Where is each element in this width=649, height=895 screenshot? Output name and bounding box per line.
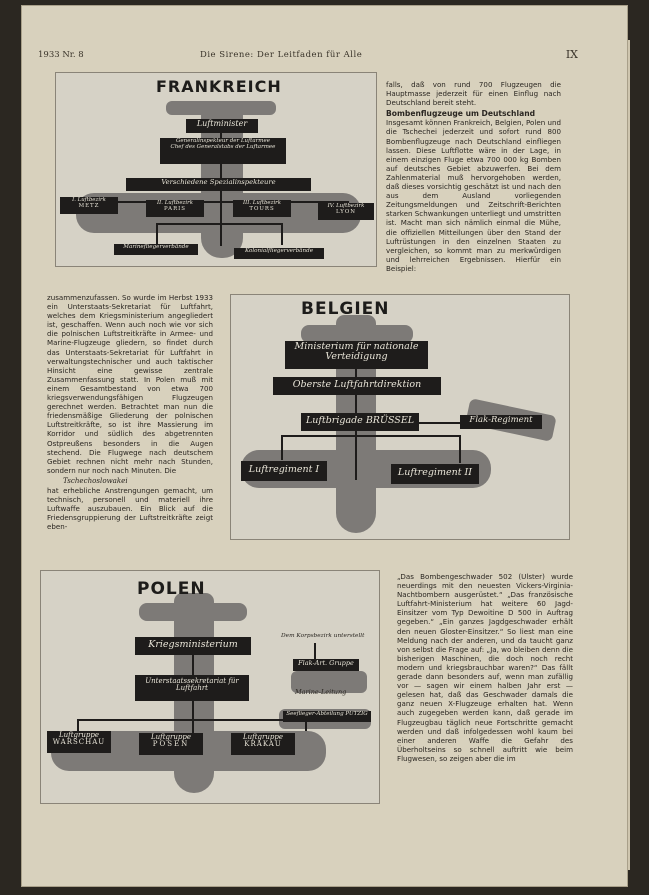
marineflieger-box: Marinefliegerverbände bbox=[114, 244, 198, 255]
section-heading: Tschechoslowakei bbox=[63, 475, 128, 485]
belgien-figure bbox=[230, 294, 570, 540]
text-column-mid-left bbox=[47, 293, 213, 531]
issue-number: 1933 Nr. 8 bbox=[38, 50, 84, 60]
text-column-bottom-right bbox=[397, 572, 573, 763]
bezirk-lyon-box bbox=[318, 203, 374, 220]
running-header bbox=[38, 48, 578, 66]
publication-title: Die Sirene: Der Leitfaden für Alle bbox=[200, 50, 363, 60]
connector bbox=[281, 435, 283, 460]
luftgruppe-label: Luftgruppe bbox=[150, 733, 191, 741]
airplane-tail bbox=[139, 603, 247, 621]
luftgruppe-city: WARSCHAU bbox=[52, 738, 106, 747]
connector bbox=[459, 435, 461, 463]
ministerium-box: Ministerium für nationale Verteidigung bbox=[285, 341, 428, 369]
luftfahrtdirektion-box: Oberste Luftfahrtdirektion bbox=[273, 377, 441, 395]
frankreich-figure bbox=[55, 72, 377, 267]
polen-figure bbox=[40, 570, 380, 804]
text-column-top-right bbox=[386, 80, 561, 273]
seeflieger-box: Seeflieger-Abteilung PUTZIG bbox=[283, 711, 371, 722]
bezirk-tours-box bbox=[233, 200, 291, 217]
connector bbox=[156, 223, 281, 225]
flak-gruppe-box: Flak-Art. Gruppe bbox=[293, 659, 359, 671]
luftgruppe-warschau-box bbox=[47, 731, 111, 753]
luftregiment-1-box: Luftregiment I bbox=[241, 461, 327, 481]
kolonialflieger-box: Kolonialfliegerverbände bbox=[234, 248, 324, 259]
generalinspekteur-box bbox=[160, 138, 286, 164]
airplane-tail bbox=[166, 101, 276, 115]
luftgruppe-krakau-box bbox=[231, 733, 295, 755]
luftgruppe-label: Luftgruppe bbox=[242, 733, 283, 741]
bezirk-label: III. Luftbezirk bbox=[242, 200, 282, 206]
paragraph: „Das Bombengeschwader 502 (Ulster) wurde neuerdings mit den neuesten Vickers-Virginia-Nachtbombern ausgerüstet.“ „Das französische Luftfahrt-Ministerium hat weitere 60 Jagd-Einsitzer vom Typ Dewoitine D 500 in Auftrag gegeben.“ „Ein ganzes Jagdgeschwader erhält den neuen Gloster-Einsitzer.“ So liest man eine Meldung nach der anderen, und da taucht ganz von selbst die Frage auf: „Ja, wo bleiben denn die bisherigen Maschinen, die doch noch recht modern und kriegsbrauchbar waren?“ Das fällt gerade dann besonders auf, wenn man zufällig vor — sagen wir einem halben Jahr erst — gelesen hat, daß das Geschwader damals die ganz neuen X-Flugzeuge erhalten hat. Wenn auch zugegeben werden kann, daß gerade im Flugzeugbau täglich neue Fortschritte gemacht werden und daß infolgedessen wohl kaum bei einer anderen Waffe die Gefahr des Überholtseins so schnell auftritt wie beim Flugwesen, so zeigen aber die im bbox=[397, 572, 573, 763]
connector bbox=[156, 223, 158, 245]
frankreich-title: FRANKREICH bbox=[156, 77, 282, 96]
bezirk-paris-box bbox=[146, 200, 204, 217]
luftbrigade-box: Luftbrigade BRÜSSEL bbox=[301, 413, 419, 431]
bezirk-label: IV. Luftbezirk bbox=[327, 203, 365, 209]
bezirk-label: I. Luftbezirk bbox=[72, 197, 106, 203]
connector bbox=[77, 719, 79, 731]
bezirk-city: METZ bbox=[78, 202, 100, 209]
bezirk-city: PARIS bbox=[164, 205, 186, 212]
connector bbox=[416, 422, 461, 424]
luftregiment-2-box: Luftregiment II bbox=[391, 464, 479, 484]
connector bbox=[84, 201, 349, 203]
flak-regiment-box: Flak-Regiment bbox=[460, 415, 542, 429]
kriegsministerium-box: Kriegsministerium bbox=[135, 637, 251, 655]
bezirk-city: TOURS bbox=[249, 205, 275, 212]
page-number: IX bbox=[565, 48, 578, 61]
bezirk-label: II. Luftbezirk bbox=[157, 200, 193, 206]
belgien-title: BELGIEN bbox=[301, 299, 390, 319]
paragraph: hat erhebliche Anstrengungen gemacht, um technisch, personell und materiell ihre Luftwaffe auszubauen. Ein Blick auf die Friedensgruppierung der Luftstreitkräfte zeigt eben- bbox=[47, 485, 213, 532]
connector bbox=[281, 435, 461, 437]
connector bbox=[281, 223, 283, 245]
luftgruppe-city: POSEN bbox=[152, 740, 190, 749]
spezialinspekteure-box: Verschiedene Spezialinspekteure bbox=[126, 178, 311, 191]
section-heading: Bombenflugzeuge um Deutschland bbox=[386, 109, 536, 119]
marine-leitung-label: Marine-Leitung bbox=[295, 688, 347, 696]
connector bbox=[77, 719, 307, 721]
luftminister-box: Luftminister bbox=[186, 119, 258, 133]
paragraph: zusammenzufassen. So wurde im Herbst 1933 ein Unterstaats-Sekretariat für Luftfahrt, welches dem Kriegsministerium angegliedert ist, geschaffen. Wenn auch noch wie vor sich die polnischen Luftstreitkräfte in Armee- und Marine-Flugzeuge gliedern, so findet durch das Unterstaats-Sekretariat für Luftfahrt in verwaltungstechnischer und auch taktischer Hinsicht eine gewisse zentrale Zusammenfassung statt. In Polen muß mit einem Gesamtbestand von etwa 700 kriegsverwendungsfähigen Flugzeugen gerechnet werden. Betrachtet man nun die friedensmäßige Gliederung der polnischen Luftstreitkräfte, so ist ihre Massierung im Korridor und südlich des abgetrennten Ostpreußens besonders in die Augen stechend. Die Flugwege nach deutschem Gebiet rechnen nicht mehr nach Stunden, sondern nur noch nach Minuten. Die bbox=[47, 293, 213, 475]
bezirk-metz-box bbox=[60, 197, 118, 214]
generalinspekteur-label: Generalinspekteur der Luftarmee bbox=[176, 138, 270, 144]
connector bbox=[314, 643, 316, 659]
unterstaatssekretariat-box: Unterstaatssekretariat für Luftfahrt bbox=[135, 675, 249, 701]
paragraph: falls, daß von rund 700 Flugzeugen die Hauptmasse jederzeit für einen Einflug nach Deutschland bereit steht. bbox=[386, 80, 561, 108]
bezirk-city: LYON bbox=[336, 208, 356, 215]
luftgruppe-city: KRAKAU bbox=[244, 740, 282, 749]
korpsbezirk-note: Dem Korpsbezirk unterstellt bbox=[281, 633, 365, 639]
chef-generalstab-label: Chef des Generalstabs der Luftarmee bbox=[170, 143, 276, 150]
polen-title: POLEN bbox=[137, 579, 206, 599]
luftgruppe-posen-box bbox=[139, 733, 203, 755]
paragraph: Insgesamt können Frankreich, Belgien, Polen und die Tschechei jederzeit und sofort rund 800 Bombenflugzeuge nach Deutschland einfliegen lassen. Diese Luftflotte wäre in der Lage, in einem einzigen Fluge etwa 700 000 kg Bomben auf deutsches Gebiet abzuwerfen. Bei dem Zahlenmaterial muß hervorgehoben werden, daß dieses vorsichtig geschätzt ist und nach den aus dem Ausland vorliegenden Zeitungsmeldungen und Zeitschrift-Berichten starken Schwankungen unterliegt und umstritten ist. Macht man sich nämlich einmal die Mühe, die offiziellen Mitteilungen über den Stand der Luftrüstungen in den einzelnen Staaten zu vergleichen, so kommt man zu merkwürdigen und lehrreichen Ergebnissen. Hierfür ein Beispiel: bbox=[386, 118, 561, 273]
luftgruppe-label: Luftgruppe bbox=[58, 731, 99, 739]
